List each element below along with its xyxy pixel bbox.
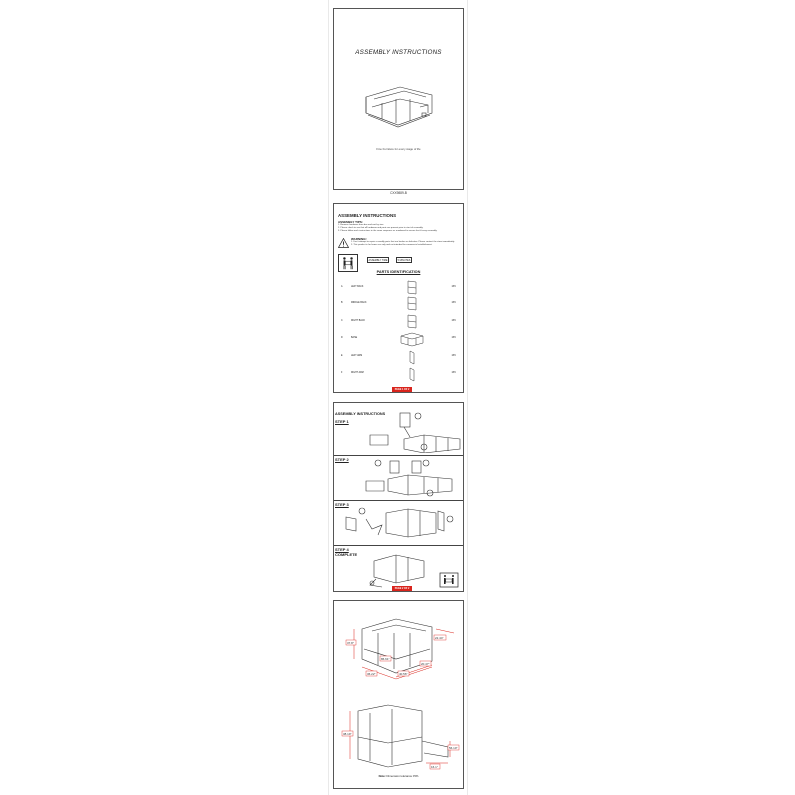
page-title: ASSEMBLY INSTRUCTIONS <box>338 213 397 218</box>
recliner-profile-diagram <box>336 701 463 773</box>
right-back-illustration <box>400 314 424 330</box>
step-1-label: STEP 1 <box>335 419 349 424</box>
dimensions-page <box>333 600 464 789</box>
warning-icon <box>338 238 349 248</box>
tips-heading: ASSEMBLY TIPS: <box>338 220 363 224</box>
completed-sofa-diagram <box>368 549 462 589</box>
step-4-complete-label: COMPLETE <box>335 552 358 557</box>
assembly-time-label: ASSEMBLY TIME <box>368 259 388 262</box>
part-letter: E <box>341 355 343 357</box>
part-row <box>338 314 460 330</box>
middle-back-illustration <box>400 296 424 312</box>
tip-item: 2. Please check to see that all hardware and parts are present prior to start of assembly. <box>338 226 424 229</box>
warning-list <box>351 241 461 247</box>
product-code: CXX9889-B <box>390 191 407 195</box>
dimension-label: 40.56" <box>399 672 408 676</box>
warning-item: 2. This product is for home use only and not intended for commercial establishment. <box>351 243 433 246</box>
part-name: RIGHT ARM <box>351 372 364 374</box>
step-divider <box>334 500 463 501</box>
part-qty: 1PC <box>451 320 456 322</box>
page-title: ASSEMBLY INSTRUCTIONS <box>335 412 386 416</box>
dimension-label: 36.22" <box>367 672 376 676</box>
step-2-label: STEP 2 <box>335 457 349 462</box>
sofa-illustration <box>360 77 438 132</box>
dimension-note <box>334 774 463 778</box>
left-arm-illustration <box>400 349 424 365</box>
part-name: BASE <box>351 337 358 339</box>
cover-title: ASSEMBLY INSTRUCTIONS <box>355 49 442 56</box>
step-1-diagram <box>364 409 464 453</box>
step-2-diagram <box>364 457 464 499</box>
part-row <box>338 331 460 347</box>
part-qty: 1PC <box>451 337 456 339</box>
warning-item: 1. Don't attempt to repair or modify parts that are broken or defective. Please contact the store immediately. <box>351 241 455 243</box>
tips-list <box>338 224 462 232</box>
part-letter: A <box>341 286 343 288</box>
page-number-badge: PAGE 2 OF 2 <box>392 586 412 591</box>
part-letter: F <box>341 372 343 374</box>
base-illustration <box>400 331 424 347</box>
dimension-label: 86.61" <box>381 657 390 661</box>
instructions-page <box>333 203 464 393</box>
part-row <box>338 296 460 312</box>
step-3-label: STEP 3 <box>335 502 349 507</box>
left-back-illustration <box>400 280 424 296</box>
dimension-label: 22.44" <box>435 636 444 640</box>
dimension-label: 56.10" <box>449 746 458 750</box>
part-qty: 1PC <box>451 302 456 304</box>
parts-heading: PARTS IDENTIFICATION <box>376 270 421 274</box>
sofa-dimensions-diagram <box>336 609 463 695</box>
part-name: LEFT BACK <box>351 286 364 288</box>
dimension-label: 16.1" <box>431 765 438 769</box>
assembly-time-value: 5 MINUTES <box>397 259 411 262</box>
part-name: RIGHT BACK <box>351 320 365 322</box>
steps-page <box>333 402 464 592</box>
dimension-label: 37.8" <box>347 641 354 645</box>
right-arm-illustration <box>400 366 424 382</box>
cover-tagline: Fine Furniture for every stage of life <box>376 147 421 151</box>
step-divider <box>334 545 463 546</box>
page-number-badge: PAGE 1 OF 2 <box>392 387 412 392</box>
dimension-label: 20.47" <box>421 662 430 666</box>
step-divider <box>334 455 463 456</box>
part-row <box>338 280 460 296</box>
note-text: Dimension tolerance ±5% <box>386 774 419 778</box>
part-row <box>338 349 460 365</box>
tip-item: 3. Please follow each instructions in the same sequence as numbered to ensure fast & easy assembly. <box>338 229 438 232</box>
step-4-label: STEP 4 <box>335 547 349 552</box>
tip-item: 1. Remove hardware from box and sort by size. <box>338 224 384 226</box>
warning-heading: WARNING! <box>351 237 367 241</box>
part-qty: 1PC <box>451 372 456 374</box>
dimension-label: 38.19" <box>343 732 352 736</box>
part-name: LEFT ARM <box>351 355 363 357</box>
step-3-diagram <box>338 503 462 545</box>
part-qty: 1PC <box>451 286 456 288</box>
part-name: MIDDLE BACK <box>351 302 367 304</box>
note-label: Note: <box>378 774 386 778</box>
part-row <box>338 366 460 382</box>
part-qty: 1PC <box>451 355 456 357</box>
cover-page <box>333 8 464 190</box>
part-letter: B <box>341 302 343 304</box>
part-letter: D <box>341 337 343 339</box>
part-letter: C <box>341 320 343 322</box>
